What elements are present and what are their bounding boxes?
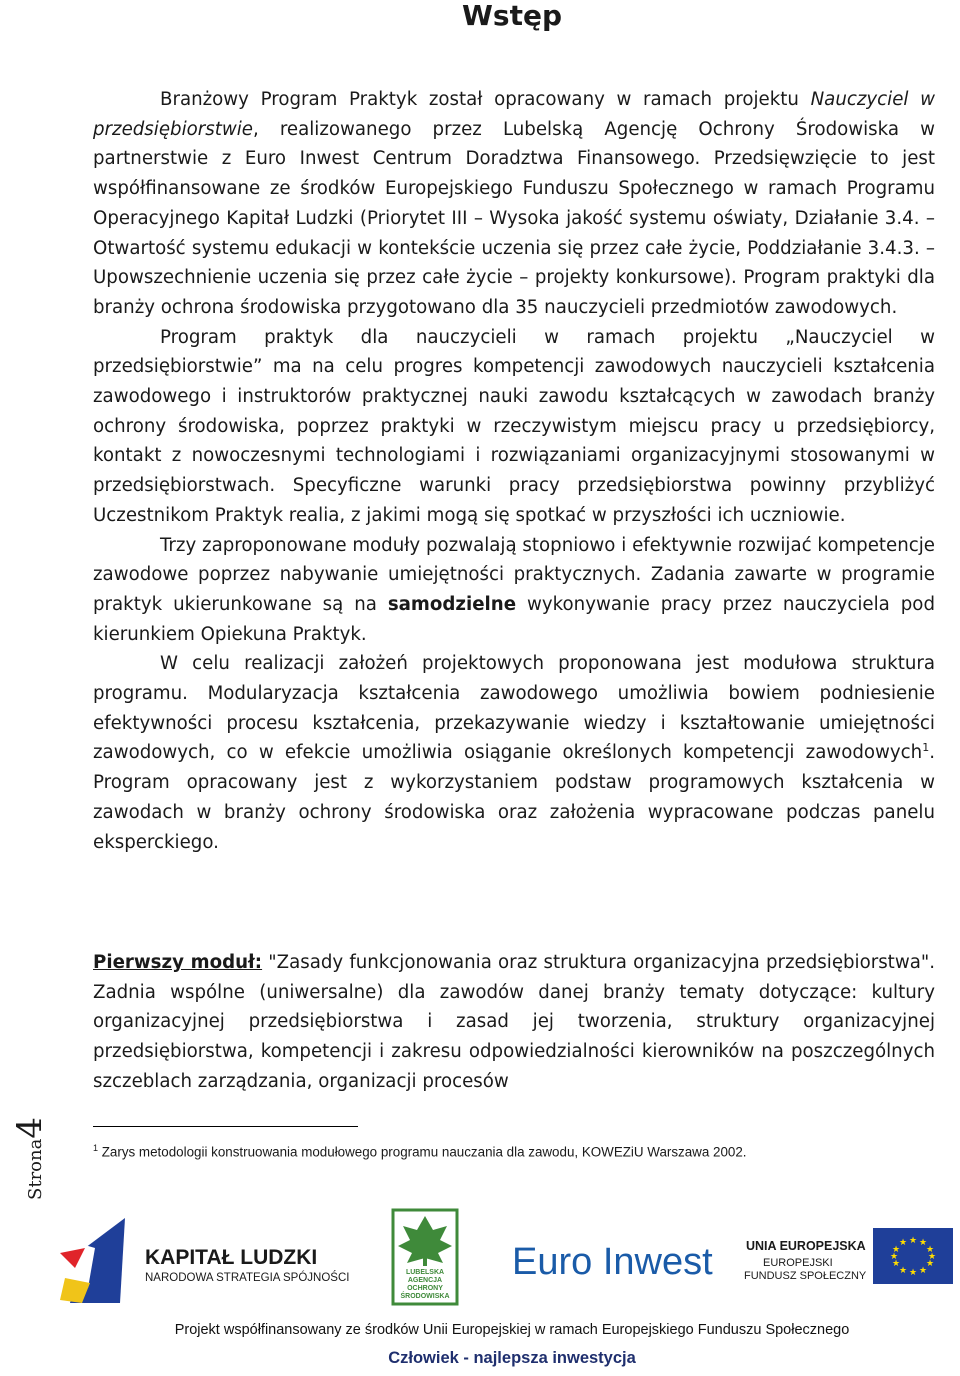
svg-text:★: ★ xyxy=(898,1266,908,1276)
laos-logo xyxy=(393,1210,457,1304)
svg-text:★: ★ xyxy=(908,1268,918,1278)
eu-line-1: UNIA EUROPEJSKA xyxy=(746,1239,866,1253)
para3-text-a: Trzy zaproponowane moduły pozwalają stopniowo i efektywnie rozwijać kompetencje zawodowe poprzez nabywanie umiejętności praktycznych. Zadania zawarte w programie praktyk ukierunkowane są na xyxy=(93,534,935,615)
footnote-number: 1 xyxy=(93,1143,99,1153)
logos-bar xyxy=(0,1208,960,1308)
page-title: Wstęp xyxy=(462,0,562,32)
page-number-side xyxy=(10,1117,50,1200)
footer-slogan: Człowiek - najlepsza inwestycja xyxy=(388,1349,636,1367)
para3-bold: samodzielne xyxy=(387,593,517,615)
svg-text:★: ★ xyxy=(898,1238,908,1248)
project-name: Nauczyciel w przedsiębiorstwie xyxy=(93,89,935,140)
laos-line-1: LUBELSKA xyxy=(405,1269,445,1276)
svg-text:★: ★ xyxy=(918,1266,928,1276)
footnote-rule xyxy=(93,1126,358,1127)
intro-text-a: Branżowy Program Praktyk został opracowany w ramach projektu xyxy=(160,89,811,110)
paragraph-4 xyxy=(93,649,935,857)
laos-line-3: OCHRONY xyxy=(407,1285,443,1292)
svg-text:★: ★ xyxy=(891,1245,901,1255)
laos-line-4: ŚRODOWISKA xyxy=(400,1293,450,1300)
laos-line-2: AGENCJA xyxy=(407,1277,443,1284)
body-text xyxy=(93,85,935,857)
para3-text-b: wykonywanie pracy przez nauczyciela pod kierunkiem Opiekuna Praktyk. xyxy=(93,593,935,645)
svg-text:★: ★ xyxy=(918,1238,928,1248)
module-text: "Zasady funkcjonowania oraz struktura organizacyjna przedsiębiorstwa". Zadnia wspólne (uniwersalne) dla zawodów danej branży tematy dotyczące: kultury organizacyjnej przedsiębiorstwa i zasad jej tworzenia, struktury organizacyjnej przedsiębiorstwa, kompetencji i zakresu odpowiedzialności kierowników na poszczególnych szczeblach zarządzania, organizacji procesów xyxy=(93,952,935,1092)
eu-logo xyxy=(744,1228,953,1284)
svg-text:★: ★ xyxy=(889,1252,899,1262)
page-number: 4 xyxy=(10,1117,50,1139)
svg-text:★: ★ xyxy=(891,1259,901,1269)
footnote-ref: 1 xyxy=(922,741,930,755)
kl-title: KAPITAŁ LUDZKI xyxy=(145,1246,318,1269)
footer-cofinance: Projekt współfinansowany ze środków Unii Europejskiej w ramach Europejskiego Funduszu Społecznego xyxy=(174,1322,850,1338)
eu-line-3: FUNDUSZ SPOŁECZNY xyxy=(744,1270,867,1282)
paragraph-5 xyxy=(93,948,935,1097)
euro-inwest-text: Euro Inwest xyxy=(512,1241,713,1283)
paragraph-2: Program praktyk dla nauczycieli w ramach projektu „Nauczyciel w przedsiębiorstwie” ma na celu progres kompetencji zawodowych nauczycieli kształcenia zawodowego i instruktorów praktycznej nauki zawodu kształcących w zawodach branży ochrony środowiska, poprzez praktyki w rzeczywistym miejscu pracy u przedsiębiorcy, kontakt z nowoczesnymi technologiami i rozwiązaniami organizacyjnymi stosowanymi w przedsiębiorstwach. Specyficzne warunki pracy przedsiębiorstwa powinny przybliżyć Uczestnikom Praktyk realia, z jakimi mogą się spotkać w przyszłości ich uczniowie. xyxy=(93,326,935,526)
kapital-ludzki-logo xyxy=(60,1218,349,1303)
svg-text:★: ★ xyxy=(927,1252,937,1262)
eu-line-2: EUROPEJSKI xyxy=(763,1257,833,1269)
page-label: Strona xyxy=(25,1138,46,1200)
svg-text:★: ★ xyxy=(925,1259,935,1269)
svg-text:★: ★ xyxy=(908,1236,918,1246)
para4-text-b: . Program opracowany jest z wykorzystaniem podstaw programowych kształcenia w zawodach w branży ochrony środowiska oraz założenia wypracowane podczas panelu eksperckiego. xyxy=(93,742,935,853)
para4-text-a: W celu realizacji założeń projektowych proponowana jest modułowa struktura programu. Modularyzacja kształcenia zawodowego umożliwia bowiem podniesienie efektywności procesu kształcenia, przekazywanie wiedzy i kształtowanie umiejętności zawodowych, co w efekcie umożliwia osiąganie określonych kompetencji zawodowych xyxy=(93,653,935,764)
euro-inwest-logo xyxy=(512,1241,713,1283)
module-section xyxy=(93,948,935,1097)
module-label: Pierwszy moduł: xyxy=(93,952,263,973)
footnote-text: Zarys metodologii konstruowania modułowego programu nauczania dla zawodu, KOWEZiU Warszawa 2002. xyxy=(98,1144,747,1160)
intro-paragraph xyxy=(93,85,935,323)
footnote xyxy=(93,1139,747,1161)
svg-text:★: ★ xyxy=(925,1245,935,1255)
intro-text-b: , realizowanego przez Lubelską Agencję Ochrony Środowiska w partnerstwie z Euro Inwest Centrum Doradztwa Finansowego. Przedsięwzięcie to jest współfinansowane ze środków Europejskiego Funduszu Społecznego w ramach Programu Operacyjnego Kapitał Ludzki (Priorytet III – Wysoka jakość systemu oświaty, Działanie 3.4. – Otwartość systemu edukacji w kontekście uczenia się przez całe życie, Poddziałanie 3.4.3. – Upowszechnienie uczenia się przez całe życie – projekty konkursowe). Program praktyki dla branży ochrona środowiska przygotowano dla 35 nauczycieli przedmiotów zawodowych. xyxy=(93,118,935,318)
paragraph-3 xyxy=(93,531,935,650)
kl-subtitle: NARODOWA STRATEGIA SPÓJNOŚCI xyxy=(145,1272,350,1284)
